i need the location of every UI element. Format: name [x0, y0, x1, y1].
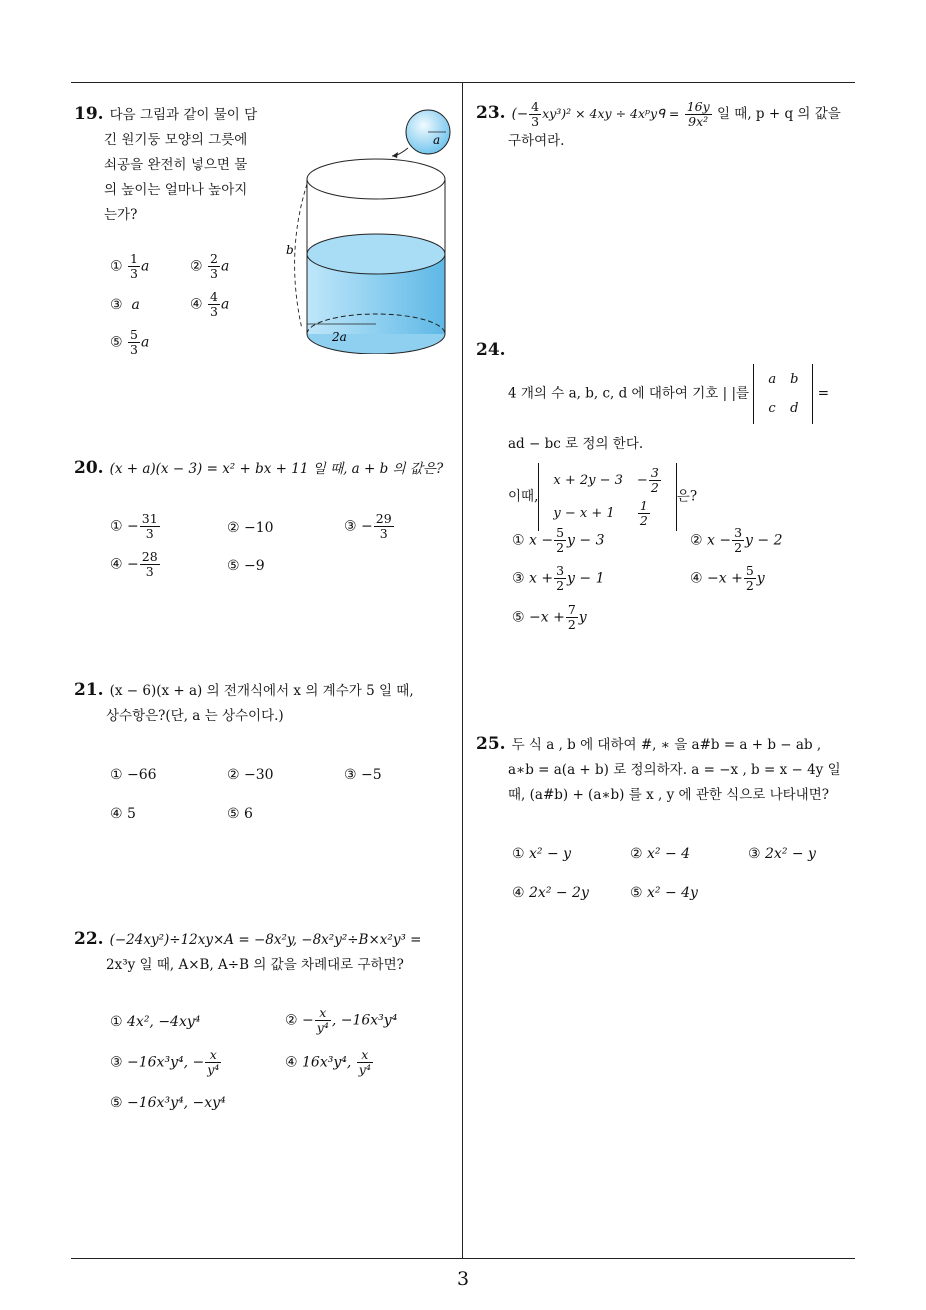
- question-21: [74, 678, 459, 729]
- choice-2[interactable]: ② −10: [227, 520, 274, 536]
- page-number: 3: [456, 1268, 470, 1290]
- choice-3[interactable]: ③ 2x² − y: [748, 846, 816, 862]
- choice-5[interactable]: ⑤ $\frac{5}{3}$ a: [110, 327, 150, 357]
- choice-4[interactable]: ④ 2x² − 2y: [512, 885, 589, 901]
- question-number: 25.: [476, 734, 506, 754]
- question-22: [74, 927, 459, 978]
- question-text-line: 긴 원기둥 모양의 그릇에: [104, 132, 248, 148]
- question-text-line: 상수항은?(단, a 는 상수이다.): [106, 708, 284, 724]
- question-23: 23. (− $\frac{4}{3}$ xy³)² × 4xy ÷ 4xᵖyᑫ = $\frac{16y}{\text{9x²}}$ 일 때, p + q 의 값을 구하여라.: [476, 100, 866, 154]
- top-rule: [71, 82, 855, 83]
- choice-5[interactable]: ⑤ −9: [227, 558, 265, 574]
- question-24: 24. 4 개의 수 a, b, c, d 에 대하여 기호 | |를 a b c d = ad − bc 로 정의 한다. 이때,x + 2y − 3 − $\frac{3}{2}$ y − x + 1 $\frac{1}{2}$ 은?: [476, 338, 866, 531]
- question-text-line: 2x³y 일 때, A×B, A÷B 의 값을 차례대로 구하면?: [106, 957, 404, 973]
- question-number: 24.: [476, 340, 506, 360]
- question-text-line: (−24xy²)÷12xy×A = −8x²y, −8x²y²÷B×x²y³ =: [109, 932, 422, 948]
- expr-tail: 일 때, p + q 의 값을: [716, 106, 841, 122]
- cylinder-figure: [280, 104, 460, 354]
- choice-5[interactable]: ⑤ x² − 4y: [630, 885, 698, 901]
- ball-label: a: [433, 133, 441, 147]
- expr-part: xy³)² × 4xy ÷ 4xᵖyᑫ =: [542, 106, 680, 121]
- choice-1[interactable]: ① x² − y: [512, 846, 572, 862]
- question-25: [476, 732, 866, 808]
- question-number: 23.: [476, 103, 506, 123]
- choice-3[interactable]: ③ −5: [344, 767, 382, 783]
- question-text-line: 는가?: [104, 207, 138, 223]
- column-divider: [462, 83, 463, 1258]
- choice-3[interactable]: ③ −16x³y⁴, − $\frac{x}{\text{y⁴}}$: [110, 1047, 220, 1077]
- choice-1[interactable]: ① − $\frac{31}{3}$: [110, 511, 158, 541]
- height-label: b: [286, 243, 294, 257]
- question-text-line: 두 식 a , b 에 대하여 #, ∗ 을 a#b = a + b − ab ,: [511, 737, 822, 753]
- choice-4[interactable]: ④ 16x³y⁴, $\frac{x}{\text{y⁴}}$: [285, 1047, 371, 1077]
- question-text: (x + a)(x − 3) = x² + bx + 11 일 때, a + b 의 값은?: [109, 461, 444, 477]
- choice-3[interactable]: ③ a: [110, 297, 140, 313]
- choice-1[interactable]: ① $\frac{1}{3}$ a: [110, 251, 150, 281]
- choice-5[interactable]: ⑤ −16x³y⁴, −xy⁴: [110, 1095, 226, 1111]
- choice-3[interactable]: ③ x + $\frac{3}{2}$ y − 1: [512, 563, 605, 593]
- choice-1[interactable]: ① 4x², −4xy⁴: [110, 1014, 201, 1030]
- choice-4[interactable]: ④ 5: [110, 806, 136, 822]
- determinant: x + 2y − 3 − $\frac{3}{2}$ y − x + 1 $\frac{1}{2}$: [538, 463, 676, 531]
- question-text-line: 이때,: [508, 488, 539, 505]
- question-number: 22.: [74, 929, 104, 949]
- question-text-line: a∗b = a(a + b) 로 정의하자. a = −x , b = x − 4y 일: [508, 762, 841, 778]
- base-label: 2a: [332, 330, 347, 344]
- choice-1[interactable]: ① x − $\frac{5}{2}$ y − 3: [512, 525, 605, 555]
- choice-3[interactable]: ③ − $\frac{29}{3}$: [344, 511, 392, 541]
- question-text-line: 다음 그림과 같이 물이 담: [109, 107, 258, 123]
- question-text-line: 은?: [676, 488, 698, 505]
- choice-1[interactable]: ① −66: [110, 767, 157, 783]
- choice-2[interactable]: ② x² − 4: [630, 846, 691, 862]
- choice-4[interactable]: ④ −x + $\frac{5}{2}$ y: [690, 563, 765, 593]
- symbol-matrix: a b c d: [753, 364, 813, 424]
- choice-4[interactable]: ④ $\frac{4}{3}$ a: [190, 289, 230, 319]
- expr-part: (−: [511, 106, 529, 122]
- bottom-rule: [71, 1258, 855, 1259]
- choice-2[interactable]: ② − $\frac{x}{\text{y⁴}}$ , −16x³y⁴: [285, 1005, 398, 1035]
- question-text-line: 구하여라.: [508, 133, 565, 149]
- choice-2[interactable]: ② −30: [227, 767, 274, 783]
- question-text-line: 쇠공을 완전히 넣으면 물: [104, 157, 248, 173]
- question-number: 21.: [74, 680, 104, 700]
- question-text-line: 의 높이는 얼마나 높아지: [104, 182, 248, 198]
- question-text-line: (x − 6)(x + a) 의 전개식에서 x 의 계수가 5 일 때,: [109, 683, 414, 699]
- choice-5[interactable]: ⑤ 6: [227, 806, 253, 822]
- question-text-line: 4 개의 수 a, b, c, d 에 대하여 기호 | |를: [508, 385, 750, 402]
- question-number: 19.: [74, 104, 104, 124]
- choice-2[interactable]: ② x − $\frac{3}{2}$ y − 2: [690, 525, 783, 555]
- choice-4[interactable]: ④ − $\frac{28}{3}$: [110, 549, 158, 579]
- question-text-line: 때, (a#b) + (a∗b) 를 x , y 에 관한 식으로 나타내면?: [508, 787, 830, 803]
- question-19: [74, 102, 274, 228]
- choice-2[interactable]: ② $\frac{2}{3}$ a: [190, 251, 230, 281]
- question-text-line: ad − bc 로 정의 한다.: [508, 436, 644, 452]
- choice-5[interactable]: ⑤ −x + $\frac{7}{2}$ y: [512, 602, 587, 632]
- question-20: [74, 456, 454, 482]
- question-number: 20.: [74, 458, 104, 478]
